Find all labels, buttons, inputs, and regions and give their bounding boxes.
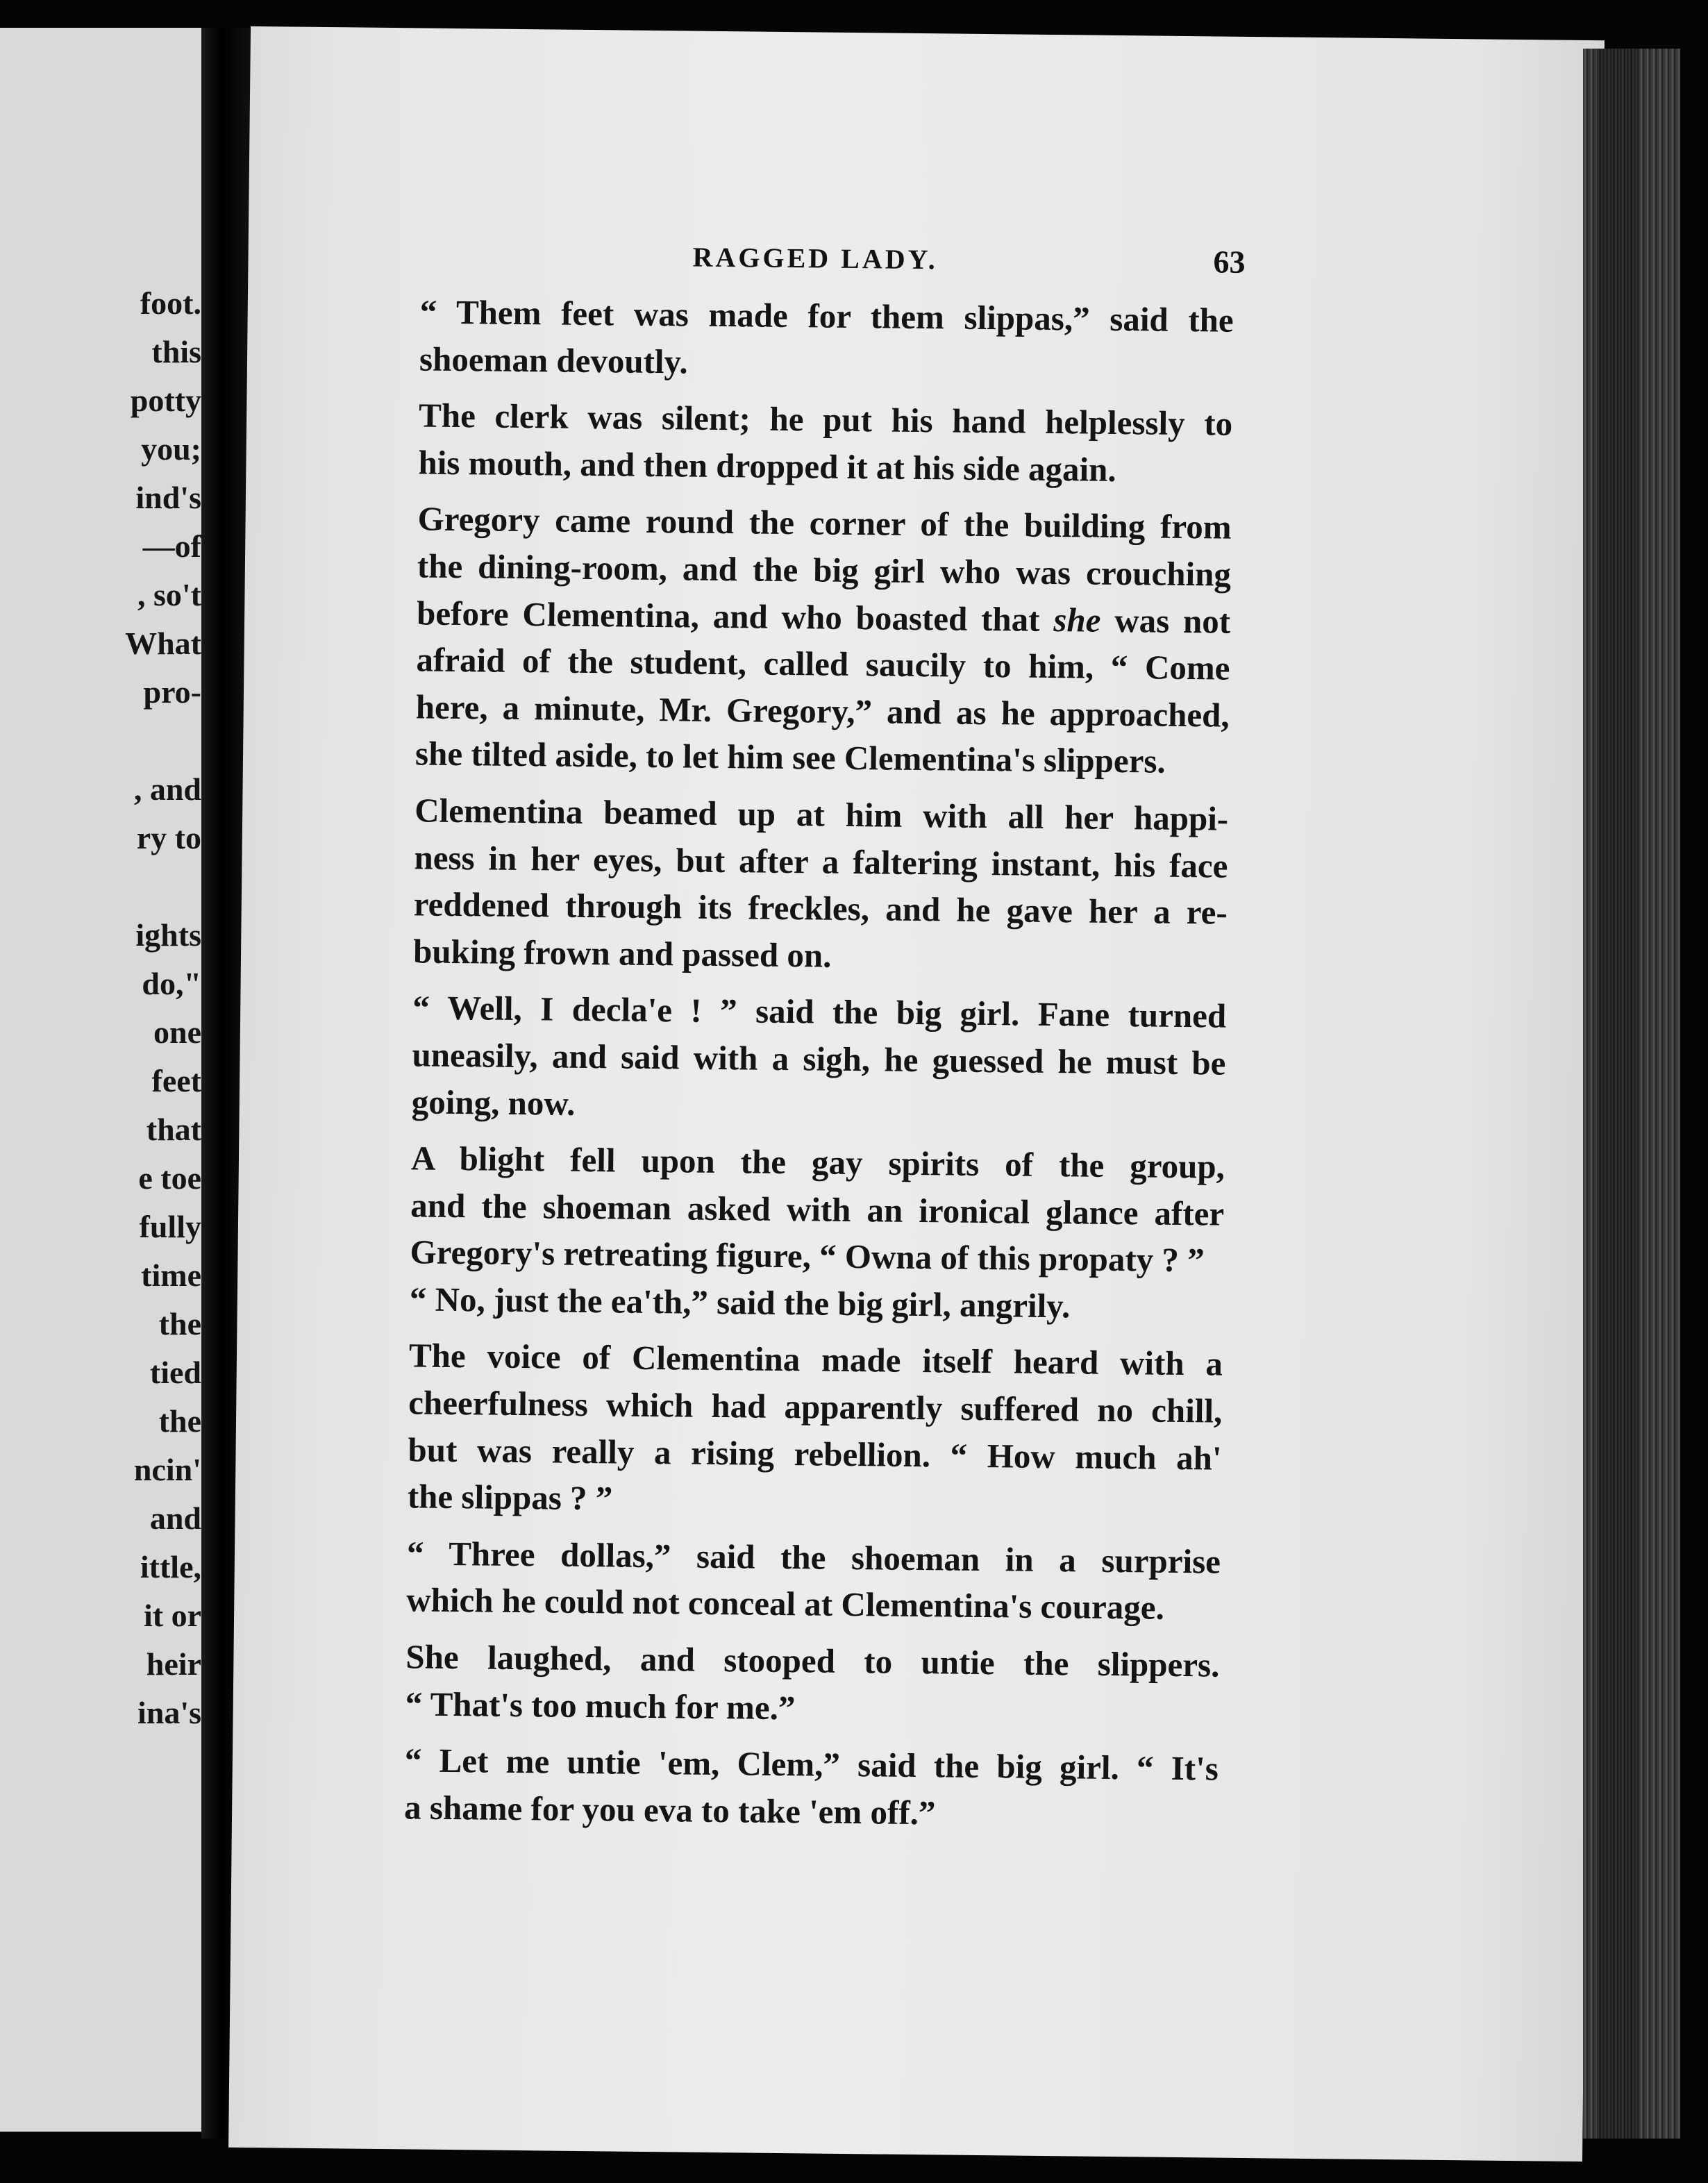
facing-page-left: [0, 28, 208, 2132]
text-line: “ No, just the ea'th,” said the big girl, angrily.: [409, 1280, 1071, 1325]
text-line: which he could not conceal at Clementina's courage.: [406, 1580, 1165, 1628]
text-line: “ Them feet was made for them slippas,” said the: [419, 292, 1234, 340]
text-line: A blight fell upon the gay spirits of the group,: [410, 1139, 1225, 1186]
text-line: She laughed, and stooped to untie the slippers.: [405, 1637, 1220, 1684]
facing-page-line-fragment: this: [151, 334, 201, 369]
paragraph: [371, 984, 1226, 1134]
facing-page-line-fragment: the: [158, 1403, 201, 1439]
paragraph: [373, 787, 1229, 983]
facing-page-line-fragment: ry to: [136, 820, 201, 855]
facing-page-line-fragment: What: [125, 626, 201, 661]
text-line: buking frown and passed on.: [412, 932, 832, 975]
paragraph: [367, 1332, 1223, 1528]
facing-page-line-fragment: the: [158, 1306, 201, 1341]
text-line: “ Three dollas,” said the shoeman in a surprise: [406, 1534, 1221, 1581]
paragraph: [369, 1135, 1225, 1285]
facing-page-line-fragment: heir: [146, 1646, 201, 1682]
facing-page-line-fragment: , and: [133, 771, 201, 807]
facing-page-line-fragment: ittle,: [140, 1549, 201, 1584]
text-line: his mouth, and then dropped it at his side again.: [418, 443, 1116, 489]
text-line: the dining-room, and the big girl who was crouching: [417, 546, 1232, 594]
text-line: here, a minute, Mr. Gregory,” and as he approached,: [415, 687, 1230, 735]
text-line: “ That's too much for me.”: [405, 1684, 796, 1727]
running-head: RAGGED LADY.: [692, 241, 939, 276]
text-line: a shame for you eva to take 'em off.”: [403, 1788, 936, 1832]
text-line: afraid of the student, called saucily to him, “ Come: [416, 640, 1230, 687]
paragraph: [375, 495, 1232, 785]
text-line: and the shoeman asked with an ironical glance after: [410, 1186, 1225, 1233]
page-body: [364, 288, 1234, 1839]
facing-page-line-fragment: and: [149, 1500, 201, 1536]
text-line: The clerk was silent; he put his hand helplessly to: [418, 396, 1233, 443]
text-line: going, now.: [411, 1082, 576, 1123]
facing-page-line-fragment: feet: [151, 1063, 201, 1098]
paragraph: [365, 1633, 1219, 1736]
facing-page-line-fragment: that: [146, 1112, 201, 1147]
facing-page-text-fragments: [0, 28, 201, 2132]
facing-page-line-fragment: potty: [130, 383, 201, 418]
text-line: reddened through its freckles, and he gave her a re-: [413, 885, 1228, 932]
facing-page-line-fragment: time: [141, 1257, 201, 1293]
facing-page-line-fragment: do,": [142, 966, 201, 1001]
text-line: Gregory's retreating figure, “ Owna of this propaty ? ”: [410, 1232, 1205, 1280]
facing-page-line-fragment: ind's: [135, 480, 201, 515]
facing-page-line-fragment: foot.: [140, 285, 201, 321]
facing-page-line-fragment: ina's: [137, 1695, 201, 1730]
text-fragment: before Clementina, and who boasted that: [416, 593, 1054, 639]
text-line: she tilted aside, to let him see Clementina's slippers.: [415, 734, 1166, 781]
text-line: ness in her eyes, but after a faltering instant, his face: [414, 837, 1228, 885]
text-line: “ Well, I decla'e ! ” said the big girl. Fane turned: [412, 988, 1227, 1035]
facing-page-line-fragment: pro-: [143, 674, 201, 710]
text-line: shoeman devoutly.: [419, 340, 688, 381]
page-block-shadow: [1597, 49, 1639, 2139]
facing-page-line-fragment: tied: [149, 1355, 201, 1390]
paragraph: [378, 392, 1232, 494]
text-line: uneasily, and said with a sigh, he guessed he must be: [412, 1035, 1226, 1082]
facing-page-line-fragment: , so't: [137, 577, 201, 612]
book-page: [228, 26, 1605, 2161]
text-line: “ Let me untie 'em, Clem,” said the big girl. “ It's: [404, 1741, 1219, 1788]
facing-page-line-fragment: you;: [141, 431, 201, 467]
facing-page-line-fragment: fully: [139, 1209, 201, 1244]
paragraph: [366, 1530, 1221, 1632]
emphasis-word: she: [1053, 600, 1101, 639]
facing-page-line-fragment: ncin': [133, 1452, 201, 1487]
facing-page-line-fragment: one: [153, 1014, 201, 1050]
facing-page-line-fragment: ights: [135, 917, 201, 953]
page-number: 63: [1213, 244, 1246, 280]
paragraph: [379, 288, 1234, 391]
page-header: [248, 236, 1602, 292]
text-line: but was really a rising rebellion. “ How much ah': [408, 1430, 1222, 1478]
text-line: the slippas ? ”: [407, 1477, 613, 1518]
paragraph: [369, 1275, 1224, 1331]
text-line: Gregory came round the corner of the building from: [417, 499, 1232, 547]
facing-page-line-fragment: e toe: [138, 1160, 201, 1196]
text-line: cheerfulness which had apparently suffered no chill,: [408, 1383, 1223, 1430]
text-line-with-emphasis: [376, 589, 1231, 644]
facing-page-line-fragment: it or: [143, 1598, 201, 1633]
facing-page-line-fragment: —of: [142, 528, 201, 564]
text-line: Clementina beamed up at him with all her happi-: [414, 791, 1229, 838]
text-fragment: was not: [1100, 601, 1231, 641]
text-line: The voice of Clementina made itself heard with a: [408, 1336, 1223, 1384]
paragraph: [364, 1737, 1219, 1839]
